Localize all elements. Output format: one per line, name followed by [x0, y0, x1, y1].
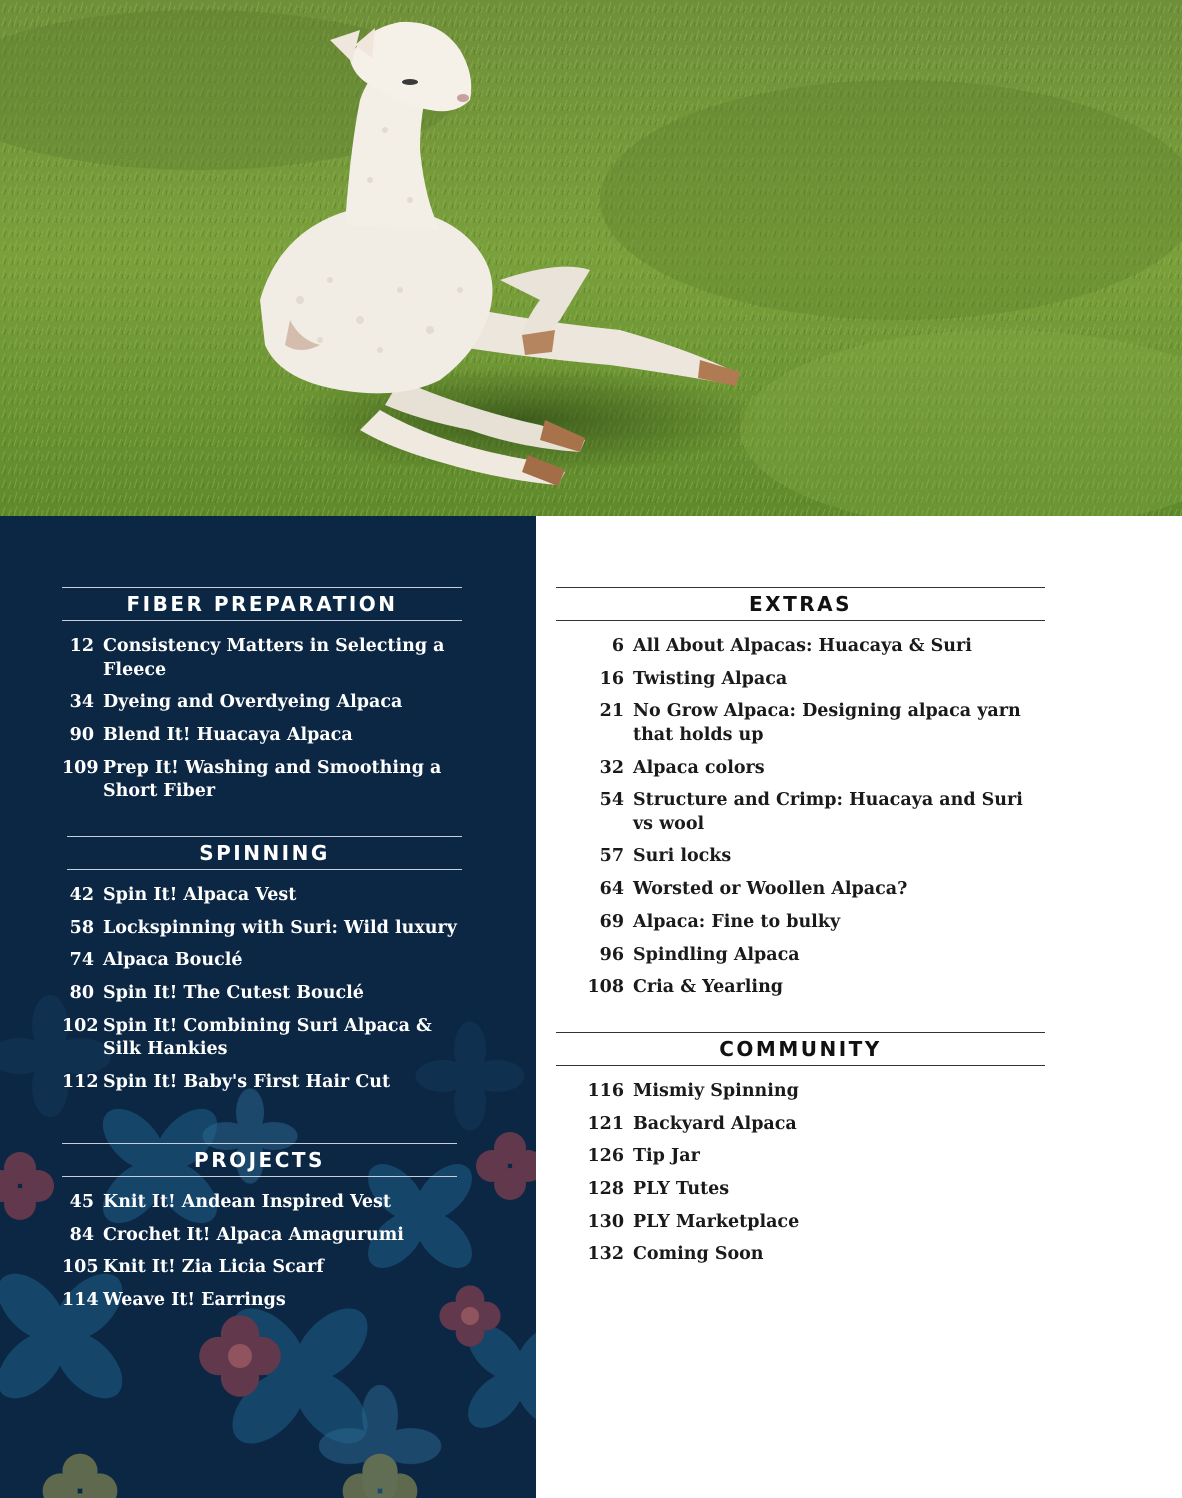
article-title: Dyeing and Overdyeing Alpaca	[103, 692, 403, 713]
article-title: Spin It! The Cutest Bouclé	[103, 983, 364, 1004]
page-number: 69	[599, 911, 624, 932]
section-fiber-preparation	[62, 587, 462, 813]
page-number: 74	[69, 950, 94, 971]
section-heading: COMMUNITY	[556, 1032, 1045, 1066]
article-title: Alpaca: Fine to bulky	[633, 911, 841, 932]
article-title: Prep It! Washing and Smoothing a Short Fiber	[103, 757, 442, 802]
page-number: 90	[69, 724, 94, 745]
toc-entry	[562, 1211, 1045, 1235]
toc-entry	[62, 724, 462, 748]
section-heading: SPINNING	[67, 836, 462, 870]
page-number: 42	[69, 885, 94, 905]
page-number: 34	[69, 692, 94, 713]
page-number: 112	[62, 1071, 99, 1092]
toc-entry	[562, 1113, 1045, 1137]
toc-list	[62, 884, 462, 1094]
page-number: 84	[69, 1224, 94, 1245]
page-number: 80	[69, 983, 94, 1004]
toc-entry	[562, 878, 1045, 902]
toc-entry	[562, 845, 1045, 869]
section-projects	[62, 1143, 457, 1322]
page-number: 114	[62, 1290, 99, 1311]
page-number: 58	[69, 917, 94, 938]
toc-entry	[562, 911, 1045, 935]
article-title: Alpaca colors	[633, 757, 765, 778]
article-title: Knit It! Zia Licia Scarf	[103, 1257, 324, 1278]
page-number: 126	[587, 1146, 624, 1167]
article-title: Suri locks	[633, 846, 732, 867]
article-title: PLY Marketplace	[633, 1211, 800, 1232]
page-number: 6	[611, 636, 624, 656]
page-number: 116	[587, 1081, 624, 1101]
section-heading: FIBER PREPARATION	[62, 587, 462, 621]
article-title: Spin It! Combining Suri Alpaca & Silk Hankies	[103, 1015, 432, 1060]
article-title: Spin It! Baby's First Hair Cut	[103, 1071, 391, 1092]
page-number: 45	[69, 1192, 94, 1212]
article-title: Tip Jar	[633, 1146, 700, 1167]
toc-entry	[562, 700, 1045, 747]
toc-entry	[562, 1145, 1045, 1169]
section-community	[556, 1032, 1045, 1276]
toc-entry	[562, 635, 1045, 659]
toc-list	[562, 1080, 1045, 1267]
page-number: 130	[587, 1211, 624, 1232]
page-number: 109	[62, 757, 99, 778]
toc-entry	[562, 668, 1045, 692]
page-number: 96	[599, 944, 624, 965]
toc-entry	[62, 949, 462, 973]
page-number: 12	[69, 636, 94, 656]
toc-entry	[62, 635, 462, 682]
toc-list	[62, 635, 462, 804]
toc-entry	[562, 1080, 1045, 1104]
toc-list	[62, 1191, 457, 1313]
article-title: Weave It! Earrings	[103, 1290, 286, 1311]
article-title: All About Alpacas: Huacaya & Suri	[633, 636, 972, 656]
toc-entry	[62, 1015, 462, 1062]
page-number: 54	[599, 790, 624, 811]
page-number: 21	[599, 701, 624, 722]
toc-entry	[62, 1289, 457, 1313]
toc-entry	[562, 944, 1045, 968]
article-title: Twisting Alpaca	[633, 668, 788, 689]
page-number: 108	[587, 977, 624, 998]
page-number: 64	[599, 879, 624, 900]
alpaca-cria-photo	[0, 0, 1182, 516]
toc-entry	[562, 789, 1045, 836]
article-title: Knit It! Andean Inspired Vest	[103, 1192, 391, 1212]
page-number: 16	[599, 668, 624, 689]
page-number: 105	[62, 1257, 99, 1278]
toc-entry	[62, 1071, 462, 1095]
article-title: Spindling Alpaca	[633, 944, 800, 965]
toc-entry	[62, 884, 462, 908]
toc-entry	[562, 1243, 1045, 1267]
article-title: Backyard Alpaca	[633, 1113, 797, 1134]
article-title: Worsted or Woollen Alpaca?	[633, 879, 908, 900]
article-title: Spin It! Alpaca Vest	[103, 885, 297, 905]
article-title: No Grow Alpaca: Designing alpaca yarn that holds up	[633, 701, 1021, 745]
section-extras	[556, 587, 1045, 1009]
article-title: Crochet It! Alpaca Amagurumi	[103, 1224, 404, 1245]
article-title: Blend It! Huacaya Alpaca	[103, 724, 353, 745]
toc-entry	[562, 1178, 1045, 1202]
toc-entry	[562, 976, 1045, 1000]
navy-panel	[0, 516, 536, 1498]
article-title: PLY Tutes	[633, 1179, 730, 1200]
toc-entry	[62, 1256, 457, 1280]
page-number: 128	[587, 1179, 624, 1200]
toc-entry	[562, 757, 1045, 781]
article-title: Consistency Matters in Selecting a Fleece	[103, 636, 445, 680]
section-spinning	[62, 836, 462, 1104]
article-title: Alpaca Bouclé	[103, 950, 243, 971]
section-heading: EXTRAS	[556, 587, 1045, 621]
page-number: 121	[587, 1113, 624, 1134]
article-title: Mismiy Spinning	[633, 1081, 799, 1101]
article-title: Cria & Yearling	[633, 977, 784, 998]
section-heading: PROJECTS	[62, 1143, 457, 1177]
page-number: 102	[62, 1015, 99, 1036]
toc-entry	[62, 917, 462, 941]
page-number: 57	[599, 846, 624, 867]
toc-entry	[62, 691, 462, 715]
toc-entry	[62, 1224, 457, 1248]
toc-entry	[62, 1191, 457, 1215]
toc-list	[562, 635, 1045, 1000]
toc-entry	[62, 982, 462, 1006]
page-number: 132	[587, 1244, 624, 1265]
article-title: Coming Soon	[633, 1244, 764, 1265]
article-title: Lockspinning with Suri: Wild luxury	[103, 917, 457, 938]
article-title: Structure and Crimp: Huacaya and Suri vs wool	[633, 790, 1023, 834]
page-number: 32	[599, 757, 624, 778]
toc-entry	[62, 757, 462, 804]
